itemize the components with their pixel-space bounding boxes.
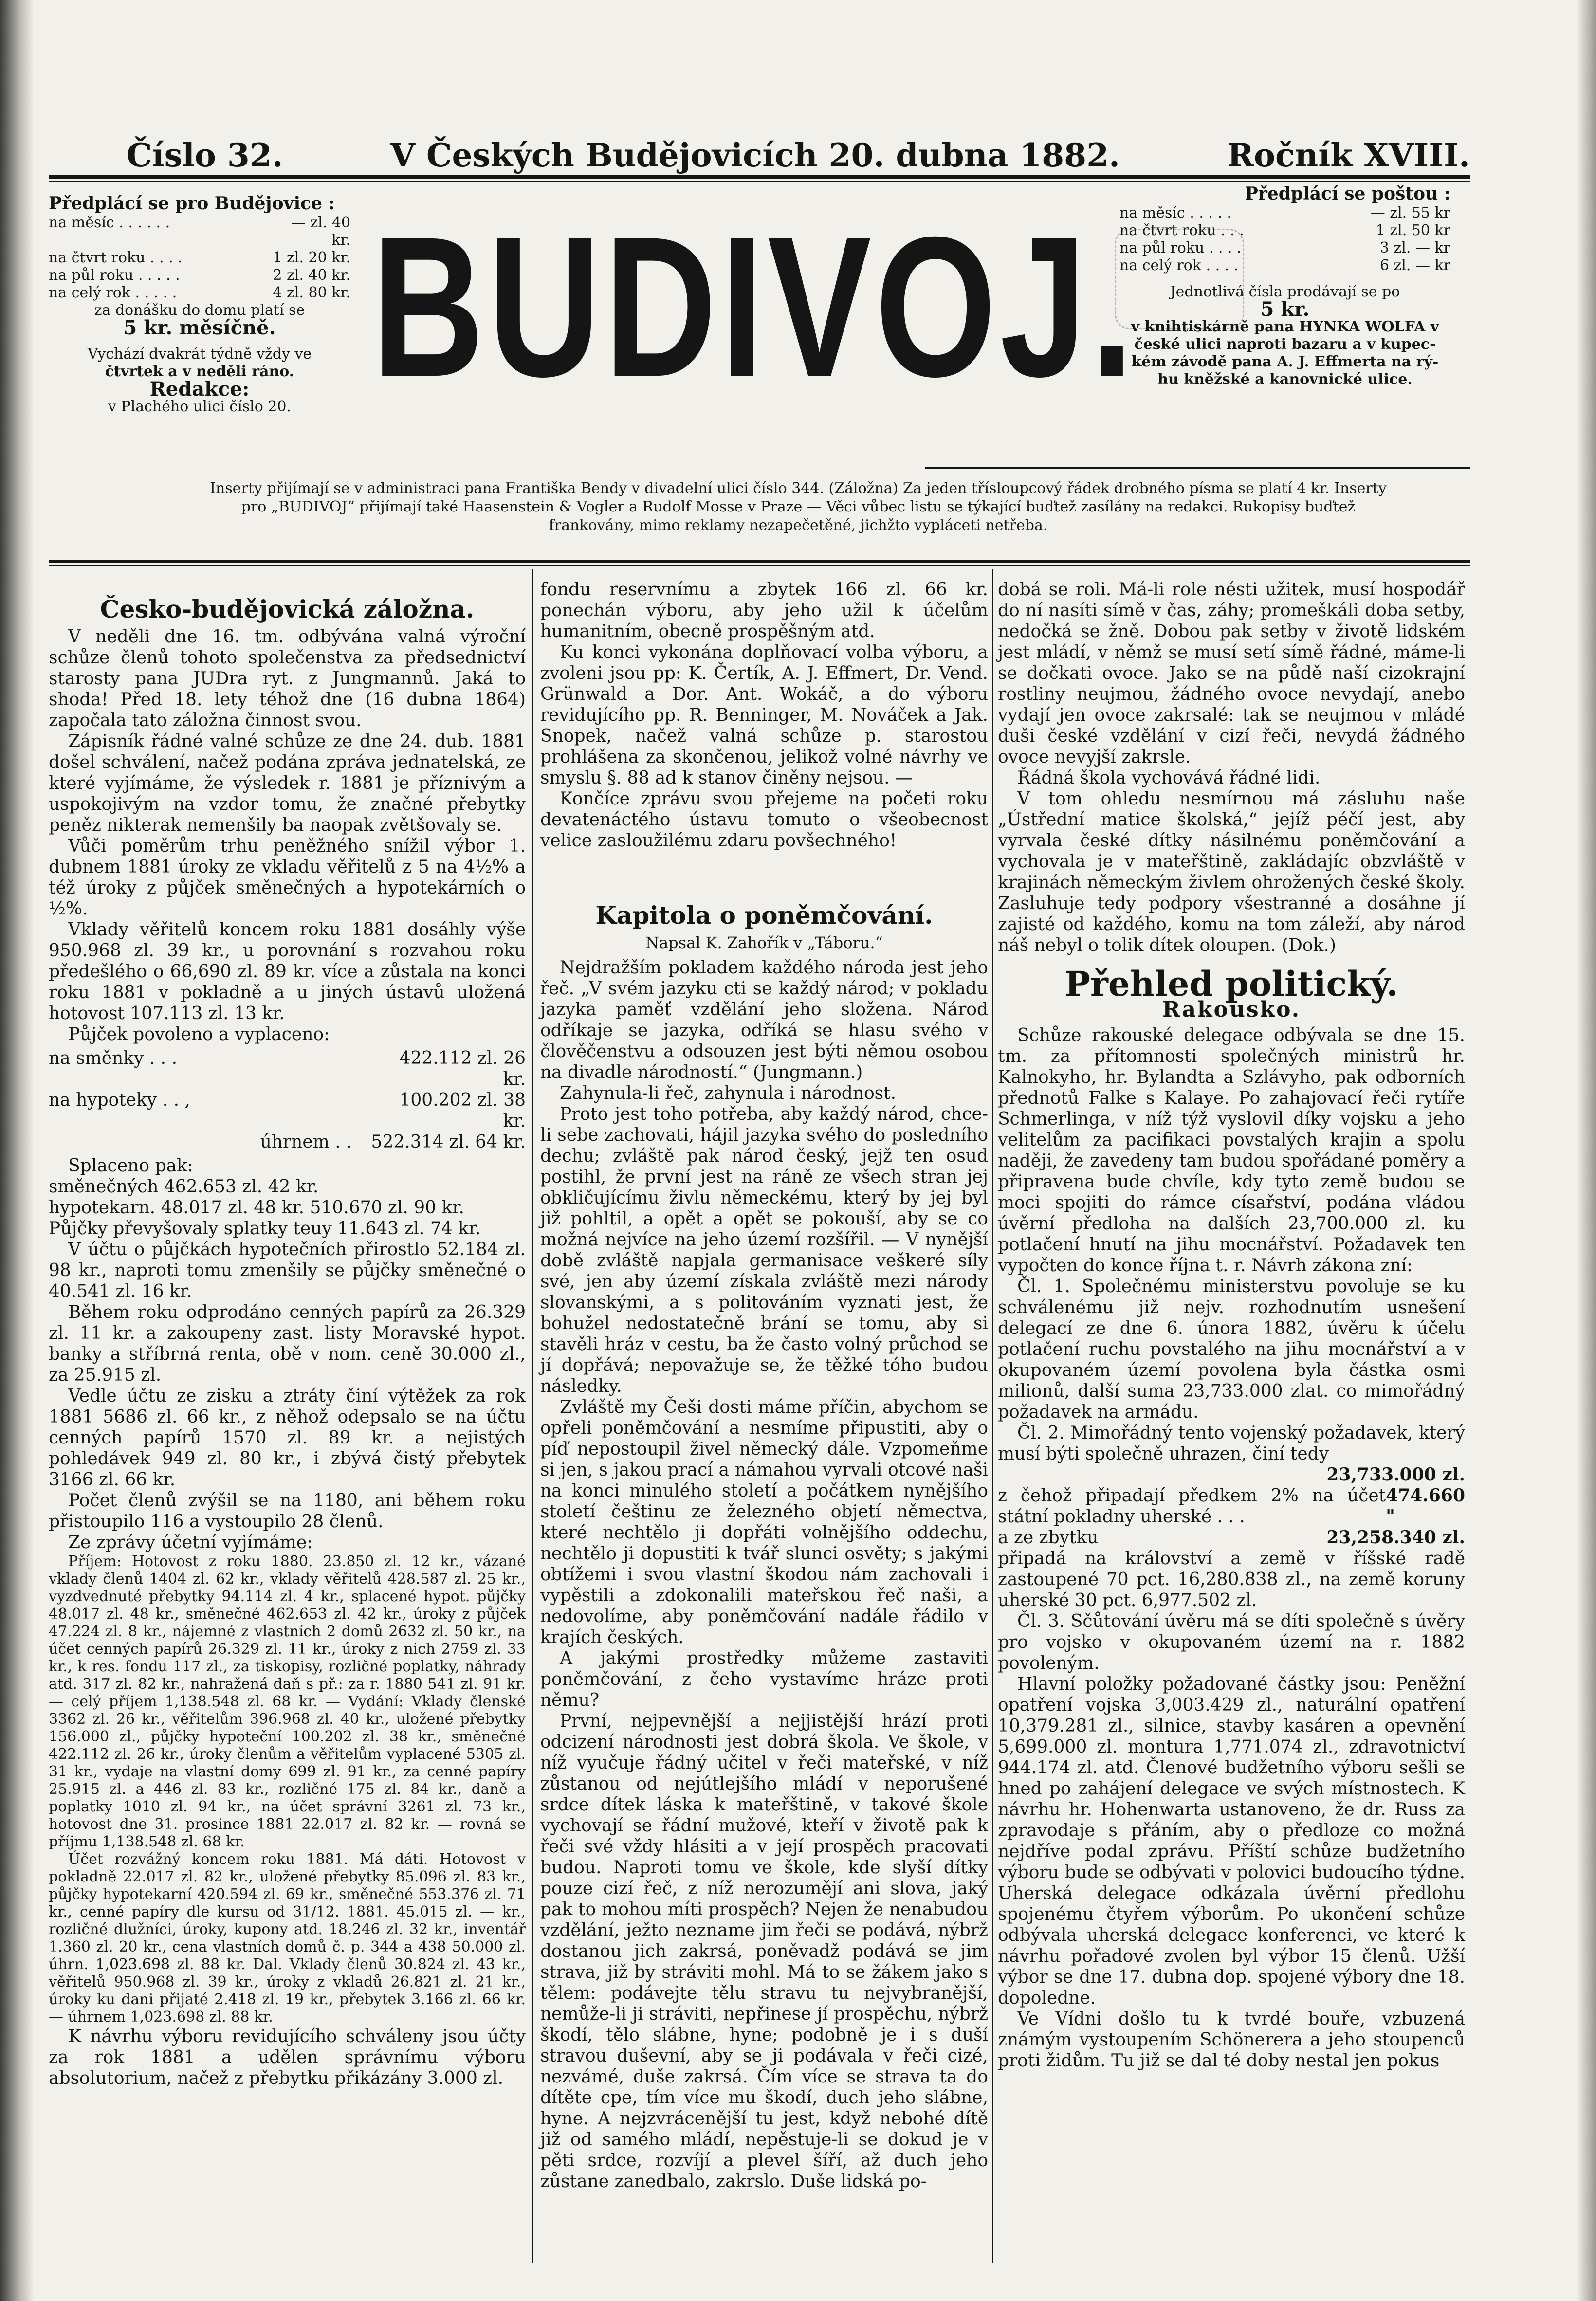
paragraph: Ku konci vykonána doplňovací volba výboru, a zvoleni jsou pp: K. Čertík, A. J. Effmert, Dr. Vend. Grünwald a Dor. Ant. Wokáč, a do výboru revidujícího pp. R. Benninger, M. Nováček a Jak. Snopek, načež valná schůze p. starostou prohlášena za skončenou, jelikož volné návrhy ve smyslu §. 88 ad k stanov činěny nejsou. — xyxy=(540,642,988,788)
title-block xyxy=(371,195,1137,418)
sale-point-line: kém závodě pana A. J. Effmerta na rý- xyxy=(1131,353,1439,370)
amount-row: a ze zbytku 23,258.340 zl. xyxy=(998,1527,1465,1548)
masthead-line xyxy=(127,136,1470,174)
volume-number: Ročník XVIII. xyxy=(1227,136,1470,174)
price-row: na měsíc . . . . . — zl. 55 kr xyxy=(1119,204,1450,221)
subscription-local xyxy=(49,195,350,416)
sale-point-line: hu kněžské a kanovnické ulice. xyxy=(1157,371,1413,388)
masthead-rule xyxy=(49,175,1470,179)
loan-total: úhrnem . . 522.314 zl. 64 kr. xyxy=(260,1132,526,1152)
sale-point-line: české ulici naproti bazaru a v kupec- xyxy=(1134,336,1436,353)
delivery-note: za donášku do domu platí se xyxy=(94,302,305,319)
schedule-line-2: čtvrtek a v neděli ráno. xyxy=(105,363,294,380)
loan-row: na směnky . . . 422.112 zl. 26 kr. xyxy=(49,1048,526,1089)
price-row: na měsíc . . . . . . — zl. 40 kr. xyxy=(49,214,350,249)
price-row: na půl roku . . . . 3 zl. — kr xyxy=(1119,239,1450,256)
paragraph: Hlavní položky požadované částky jsou: Peněžní opatření vojska 3,003.429 zl., naturální opatření 10,379.281 zl., silnice, stavby kasáren a opevnění 5,699.000 zl. montura 1,771.074 zl., zdravotnictví 944.174 zl. atd. Členové budžetního výboru sešli se hned po zahájení delegace ve svých místnostech. K návrhu hr. Hohenwarta ustanoveno, že dr. Russ za zpravodaje s přáním, aby o předloze co možná nejdříve podal zprávu. Příští schůze budžetního výboru bude se odbývati v polovici budoucího týdne. Uherská delegace odkázala úvěrní předlohu spojenému čtyřem výborům. Po ukončení schůze odbývala uherská delegace konferenci, ve které k návrhu pořadové zvolen byl výbor 15 členů. Užší výbor se dne 17. dubna dop. spojené výbory dne 18. dopoledne. xyxy=(998,1674,1465,2008)
paragraph: Vedle účtu ze zisku a ztráty činí výtěžek za rok 1881 5686 zl. 66 kr., z něhož odepsalo se na účtu cenných papírů 1570 zl. 89 kr. a nejistých pohledávek 949 zl. 80 kr., i zbývá čistý přebytek 3166 zl. 66 kr. xyxy=(49,1386,526,1490)
paragraph: fondu reservnímu a zbytek 166 zl. 66 kr. ponechán výboru, aby jeho užil k účelům humanitním, obecně prospěšným atd. xyxy=(540,580,988,641)
single-copy-note: Jednotlivá čísla prodávají se po xyxy=(1170,283,1400,300)
amount-row: z čehož připadají předkem 2% na účet státní pokladny uherské . . . 474.660 " xyxy=(998,1485,1465,1527)
loans-table xyxy=(49,1048,526,1152)
price-row: na celý rok . . . . 6 zl. — kr xyxy=(1119,257,1450,274)
schedule-line-1: Vychází dvakrát týdně vždy ve xyxy=(87,346,312,363)
paragraph: Vůči poměrům trhu peněžného snížil výbor 1. dubnem 1881 úroky ze vkladu věřitelů z 5 na 4½% a též úroky z půjček směnečných a hypotekárních o ½%. xyxy=(49,836,526,919)
loan-row: na hypoteky . . , 100.202 zl. 38 kr. xyxy=(49,1090,526,1131)
inserts-line: pro „BUDIVOJ“ přijímají také Haasenstein & Vogler a Rudolf Mosse v Praze — Věci vůbec listu se týkající buďtež zasílány na redakci. Rukopisy buďtež xyxy=(241,498,1356,515)
price-row: na celý rok . . . . . 4 zl. 80 kr. xyxy=(49,284,350,301)
paragraph: dobá se roli. Má-li role nésti užitek, musí hospodář do ní nasíti símě v čas, záhy; promeškáli doba setby, nedočká se žně. Dobou pak setby v životě lidském jest mládí, v němž se musí setí símě řádné, máme-li se dočkati ovoce. Jako se na půdě naší cizokrajní rostliny neujmou, žádného ovoce nevydají, anebo vydají jen ovoce zakrsalé: tak se neujmou v mládé duši české vzdělání v cizí řeči, nevydá žádného ovoce nevyjší zakrsle. xyxy=(998,580,1465,767)
paragraph: Během roku odprodáno cenných papírů za 26.329 zl. 11 kr. a zakoupeny zast. listy Moravské hypot. banky a stříbrná renta, obě v nom. ceně 30.000 zl., za 25.915 zl. xyxy=(49,1302,526,1385)
paragraph: Ve Vídni došlo tu k tvrdé bouře, vzbuzená známým vystoupením Schönerera a jeho stoupenců proti židům. Tu již se dal té doby nestal jen pokus xyxy=(998,2009,1465,2071)
article-title: Kapitola o poněmčování. xyxy=(595,901,933,930)
column-divider xyxy=(992,569,993,2263)
paragraph: Počet členů zvýšil se na 1180, ani během roku přistoupilo 116 a vystoupilo 28 členů. xyxy=(49,1491,526,1532)
issue-number: Číslo 32. xyxy=(127,136,283,174)
price-row: na čtvrt roku . . . . 1 zl. 20 kr. xyxy=(49,249,350,266)
amount-total: 23,733.000 zl. xyxy=(1326,1464,1465,1485)
body-top-rule xyxy=(49,560,1470,563)
balance-detail: Účet rozvážný koncem roku 1881. Má dáti. Hotovost v pokladně 22.017 zl. 82 kr., uložené přebytky 85.096 zl. 83 kr., půjčky hypotekarní 420.594 zl. 69 kr., směnečné 553.376 zl. 71 kr., cenné papíry dle kursu od 31/12. 1881. 45.015 zl. — kr., rozličné dlužníci, úroky, kupony atd. 18.246 zl. 32 kr., inventář 1.360 zl. 20 kr., cena vlastních domů č. p. 344 a 438 50.000 zl. úhrn. 1,023.698 zl. 88 kr. Dal. Vklady členů 30.824 zl. 43 kr., věřitelů 950.968 zl. 39 kr., úroky z vkladů 26.821 zl. 21 kr., úroky ku dani přijaté 2.418 zl. 19 kr., přebytek 3.166 zl. 66 kr. — úhrnem 1,023.698 zl. 88 kr. xyxy=(49,1851,526,2026)
body-top-rule-thin xyxy=(49,565,1470,566)
single-copy-price: 5 kr. xyxy=(1260,298,1310,321)
sale-point-line: v knihtiskárně pana HYNKA WOLFA v xyxy=(1131,318,1439,335)
subscription-post-heading: Předplácí se poštou : xyxy=(1245,183,1450,204)
repaid-line: hypotekarn. 48.017 zl. 48 kr. 510.670 zl. 90 kr. xyxy=(49,1198,464,1218)
surplus-line: Půjčky převyšovaly splatky teuy 11.643 zl. 74 kr. xyxy=(49,1219,481,1239)
paragraph: V neděli dne 16. tm. odbývána valná výroční schůze členů tohoto společenstva za předsednictví starosty pana JUDra ryt. z Jungmannů. Jaká to shoda! Před 18. lety téhož dne (16 dubna 1864) započala tato záložna činnost svou. xyxy=(49,627,526,730)
paragraph: V tom ohledu nesmírnou má zásluhu naše „Ústřední matice školská,“ jejíž péčí jest, aby vyrvala české dítky násilnému poněmčování a vychovala je v mateřštině, zakládajíc obzvláště v krajinách německým živlem ohrožených české školy. Zasluhuje tedy podpory všestranné a dosáhne jí zajisté od každého, komu na tom záleží, aby národ náš nebyl o tolik dítek oloupen. (Dok.) xyxy=(998,789,1465,955)
paragraph: Zahynula-li řeč, zahynula i národnost. xyxy=(560,1083,897,1103)
paragraph: Čl. 2. Mimořádný tento vojenský požadavek, který musí býti společně uhrazen, činí tedy xyxy=(998,1423,1465,1464)
repaid-line: směnečných 462.653 zl. 42 kr. xyxy=(49,1177,319,1197)
subscription-local-heading: Předplácí se pro Budějovice : xyxy=(49,193,335,214)
paragraph: V účtu o půjčkách hypotečních přirostlo 52.184 zl. 98 kr., naproti tomu zmenšily se půjčky směnečné o 40.541 zl. 16 kr. xyxy=(49,1240,526,1301)
paragraph: Čl. 3. Sčůtování úvěru má se díti společně s úvěry pro vojsko v okupovaném území na r. 1882 povoleným. xyxy=(998,1611,1465,1673)
section-subtitle: Rakousko. xyxy=(1162,997,1301,1022)
paragraph: Zvláště my Češi dosti máme příčin, abychom se opřeli poněmčování a nesmíme připustiti, aby o píď nepostoupil živel německý dále. Vzpomeňme si jen, s jakou prací a námahou vyrvali otcové naši na konci minulého století a počátkem nynějšího století češtinu ze železného objetí němectva, které nechtělo ji dopřáti volnějšího oddechu, nechtělo ji dopustiti k tvář slunci osvěty; s jakými obtížemi i svou vlastní škodou nám zachovali i vypěstili a zdokonalili mateřskou řeč naši, a nedovolíme, aby poněmčování nadále řádilo v krajích českých. xyxy=(540,1397,988,1647)
scan-edge-right xyxy=(1577,0,1596,2301)
paragraph: První, nejpevnější a nejjistější hrází proti odcizení národnosti jest dobrá škola. Ve škole, v níž vyučuje řádný učitel v řeči mateřské, v níž zůstanou od nejútlejšího mládí v neporušené srdce dítek láska k mateřštině, v takové škole vychovají se řádní mužové, kteří v životě pak k řeči své vždy hlásiti a v její prospěch pracovati budou. Naproti tomu ve škole, kde slyší dítky pouze cizí řeč, z níž nerozumějí ani slova, jaký pak to mohou míti prospěch? Nejen že nenabudou vzdělání, ježto nezname jim řeči se podává, nýbrž dostanou jich zakrsá, poněvadž podává se jim strava, již by stráviti mohl. Má to se žákem jako s tělem: podávejte tělu stravu tu nejvybranější, nemůže-li ji stráviti, nepřinese jí prospěchu, nýbrž škodí, tělo slábne, hyne; podobně je i s duší stravou duševní, aby se ji podávala v řeči cizé, nezvámé, duše zakrsá. Čím více se strava ta do dítěte cpe, tím více mu škodí, duch jeho slábne, hyne. A nejzvrácenější tu jest, když nebohé dítě již od samého mládí, nepěstuje-li se dokud je v pěti srdce, rozvíjí a plevel šíří, až duch jeho zůstane zanedbalo, zakrslo. Duše lidská po- xyxy=(540,1711,988,2191)
article-author: Napsal K. Zahořík v „Táboru.“ xyxy=(645,933,883,952)
paragraph: Končíce zprávu svou přejeme na početi roku devatenáctého ústavu tomuto o všeobecnost velice zasloužilému zdaru povšechného! xyxy=(540,789,988,851)
article-title: Česko-budějovická záložna. xyxy=(100,595,475,623)
subscription-post xyxy=(1119,185,1450,388)
section-title: Přehled politický. xyxy=(1064,964,1398,1004)
loans-heading: Půjček povoleno a vyplaceno: xyxy=(68,1024,330,1044)
inserts-line: frankovány, mimo reklamy nezapečetěné, jichžto vypláceti netřeba. xyxy=(549,517,1048,534)
paragraph: Vklady věřitelů koncem roku 1881 dosáhly výše 950.968 zl. 39 kr., u porovnání s rozvahou roku předešlého o 66,690 zl. 89 kr. více a zůstala na konci roku 1881 v pokladně a u jiných ústavů uložená hotovost 107.113 zl. 13 kr. xyxy=(49,920,526,1023)
paragraph: Nejdražším pokladem každého národa jest jeho řeč. „V svém jazyku cti se každý národ; v pokladu jazyka paměť vzdělání jeho složena. Národ odříkaje se jazyka, odříká se hlasu svého v člověčenstvu a odsouzen jest býti němou osobou na divadle národností.“ (Jungmann.) xyxy=(540,958,988,1082)
paragraph: Schůze rakouské delegace odbývala se dne 15. tm. za přítomnosti společných ministrů hr. Kalnokyho, hr. Bylandta a Szlávyho, pak odborních přednotů Falke s Kalaye. Po zahajovací řeči rytíře Schmerlinga, v níž týž vyslovil díky vojsku a jeho velitelům za pacifikaci povstalých krajin a spolu naději, že zavedeny tam budou spořádané poměry a připravena bude chvíle, kdy tyto země budou se moci spojiti do rámce císařství, podána vládou úvěrní předloha na dalších 23,700.000 zl. ku potlačení hnutí na jihu mocnářství. Požadavek ten vypočten do konce října t. r. Návrh zákona zní: xyxy=(998,1025,1465,1276)
paragraph: Řádná škola vychovává řádné lidi. xyxy=(1017,768,1321,788)
column-divider xyxy=(532,569,533,2263)
accounts-heading: Ze zprávy účetní vyjímáme: xyxy=(68,1533,313,1552)
delivery-price: 5 kr. měsíčně. xyxy=(123,316,276,339)
scan-edge-left xyxy=(0,0,34,2301)
inserts-line: Inserty přijímají se v administraci pana Františka Bendy v divadelní ulici číslo 344. (Záložna) Za jeden třísloupcový řádek drobného písma se platí 4 kr. Inserty xyxy=(210,480,1387,497)
paragraph: K návrhu výboru revidujícího schváleny jsou účty za rok 1881 a udělen správnímu výboru absolutorium, načež z přebytku přikázány 3.000 zl. xyxy=(49,2027,526,2088)
place-date: V Českých Budějovicích 20. dubna 1882. xyxy=(390,136,1120,174)
paragraph: Proto jest toho potřeba, aby každý národ, chce-li sebe zachovati, hájil jazyka svého do posledního dechu; zvláště pak národ český, jejž ten osud postihl, že první jest na ráně ze všech stran jej obkličujícímu živlu německému, který by jej byl již pohltil, a opět a opět se pokouší, aby se co možná nejvíce na jeho území rozšířil. — V nynější době zvláště napjala germanisace veškeré síly své, jen aby území získala zvláště mezi národy slovanskými, a s politováním vyznati jest, že bohužel nedostatečně brání se tomu, aby si stavěli hráz v cestu, ba že často volný průchod se jí dopřává; nepovažuje se, že těžké tóho budou následky. xyxy=(540,1104,988,1396)
repaid-heading: Splaceno pak: xyxy=(68,1156,193,1176)
paragraph: připadá na království a země v říšské radě zastoupené 70 pct. 16,280.838 zl., na země koruny uherské 30 pct. 6,977.502 zl. xyxy=(998,1549,1465,1610)
paragraph: Čl. 1. Společnému ministerstvu povoluje se ku schválenému již nejv. rozhodnutím usnešení delegací ze dne 6. února 1882, úvěru k účelu potlačení ruchu povstalého na jihu mocnářství a v okupovaném území povolena byla částka osmi milionů, další suma 23,733.000 zlat. co mimořádný požadavek na armádu. xyxy=(998,1277,1465,1422)
column-1 xyxy=(49,579,526,2089)
price-row: na půl roku . . . . . 2 zl. 40 kr. xyxy=(49,267,350,284)
header-rule-right xyxy=(925,467,1470,469)
paragraph: A jakými prostředky můžeme zastaviti poněmčování, z čeho vystavíme hráze proti němu? xyxy=(540,1648,988,1710)
column-3 xyxy=(998,579,1465,2071)
inserts-notice xyxy=(97,479,1499,535)
accounts-detail: Příjem: Hotovost z roku 1880. 23.850 zl. 12 kr., vázané vklady členů 1404 zl. 62 kr., vklady věřitelů 428.587 zl. 25 kr., vyzdvednuté přebytky 94.114 zl. 4 kr., splacené hypot. půjčky 48.017 zl. 48 kr., směnečné 462.653 zl. 42 kr., úroky z půjček 47.224 zl. 8 kr., nájemné z vlastních 2 domů 2632 zl. 50 kr., na účet cenných papírů 26.329 zl. 11 kr., úroky z nich 2759 zl. 33 kr., k res. fondu 117 zl., za tiskopisy, rozličné poplatky, náhrady atd. 317 zl. 82 kr., nahražená daň s př.: za r. 1880 541 zl. 91 kr. — celý příjem 1,138.548 zl. 68 kr. — Vydání: Vklady členské 3362 zl. 26 kr., věřitelům 396.968 zl. 40 kr., uložené přebytky 156.000 zl., půjčky hypoteční 100.202 zl. 38 kr., směnečné 422.112 zl. 26 kr., úroky členům a věřitelům vyplacené 5305 zl. 31 kr., vydaje na vlastní domy 699 zl. 91 kr., za cenné papíry 25.915 zl. a 446 zl. 83 kr., rozličné 175 zl. 84 kr., daně a poplatky 1010 zl. 94 kr., na účet správní 3261 zl. 73 kr., hotovost dne 31. prosince 1881 22.017 zl. 82 kr. — rovná se příjmu 1,138.548 zl. 68 kr. xyxy=(49,1553,526,1850)
editorial-address: v Plachého ulici číslo 20. xyxy=(108,398,292,415)
masthead-rule-thin xyxy=(49,181,1470,182)
editorial-heading: Redakce: xyxy=(149,378,250,401)
paragraph: Zápisník řádné valné schůze ze dne 24. dub. 1881 došel schválení, načež podána zpráva jednatelská, ze které vyjímáme, že výsledek r. 1881 je příznivým a uspokojivým na vzdor tomu, že značné přebytky peněz nikterak nemenšily ba naopak zvětšovaly se. xyxy=(49,731,526,835)
newspaper-title: BUDIVOJ. xyxy=(371,195,1137,418)
price-row: na čtvrt roku . . . 1 zl. 50 kr xyxy=(1119,222,1450,239)
column-2 xyxy=(540,579,988,2192)
